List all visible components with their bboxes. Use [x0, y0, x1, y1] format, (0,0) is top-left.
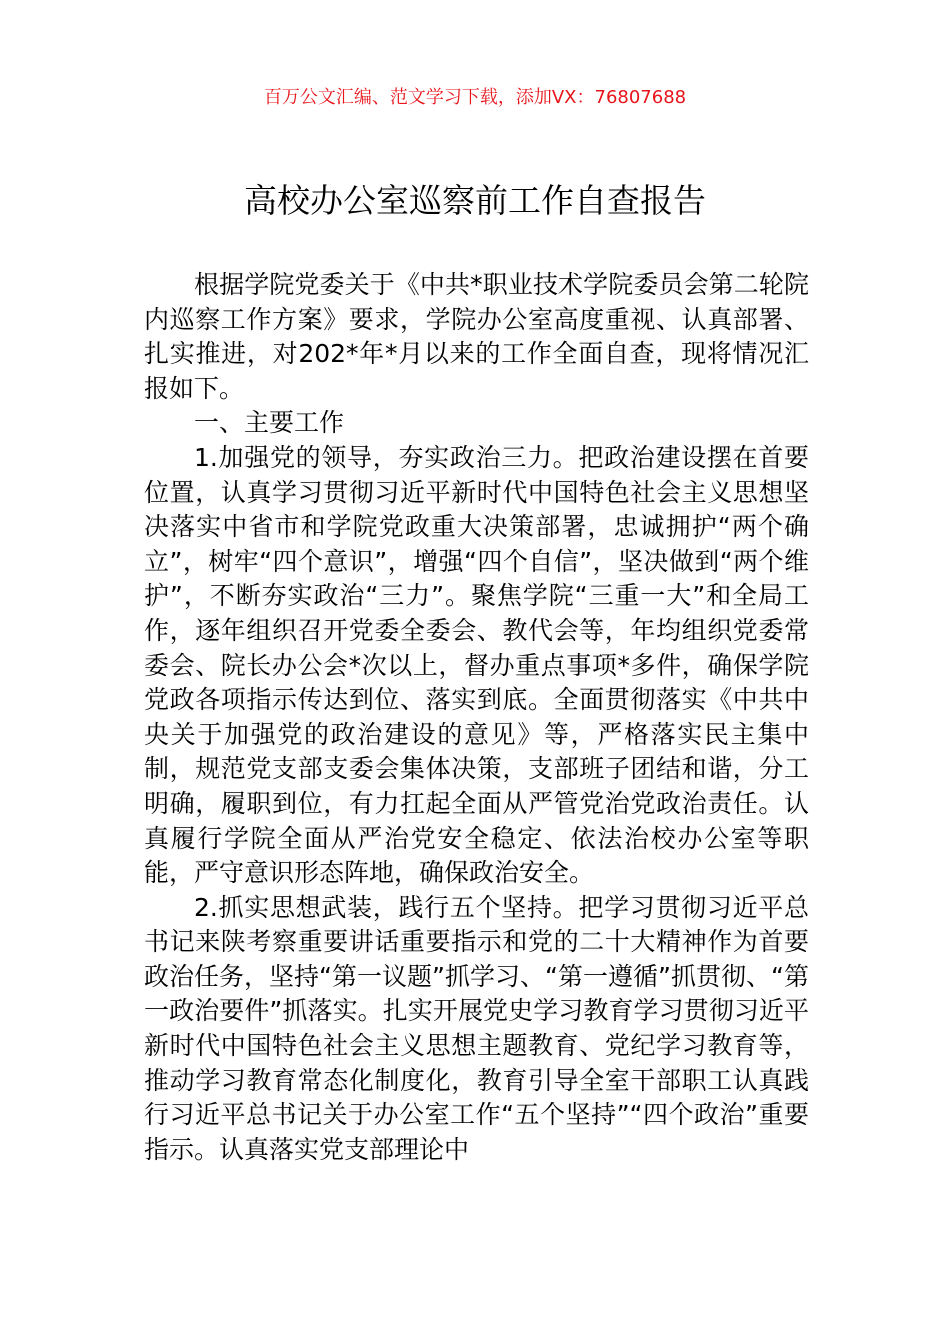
document-body [144, 268, 809, 1167]
body-paragraph-1: 1.加强党的领导，夯实政治三力。把政治建设摆在首要位置，认真学习贯彻习近平新时代中国特色社会主义思想坚决落实中省市和学院党政重大决策部署，忠诚拥护“两个确立”，树牢“四个意识”，增强“四个自信”，坚决做到“两个维护”，不断夯实政治“三力”。聚焦学院“三重一大”和全局工作，逐年组织召开党委全委会、教代会等，年均组织党委常委会、院长办公会*次以上，督办重点事项*多件，确保学院党政各项指示传达到位、落实到底。全面贯彻落实《中共中央关于加强党的政治建设的意见》等，严格落实民主集中制，规范党支部支委会集体决策，支部班子团结和谐，分工明确，履职到位，有力扛起全面从严管党治党政治责任。认真履行学院全面从严治党安全稳定、依法治校办公室等职能，严守意识形态阵地，确保政治安全。 [144, 442, 809, 888]
document-title: 高校办公室巡察前工作自查报告 [244, 181, 706, 220]
section-heading: 一、主要工作 [194, 408, 345, 438]
body-paragraph-2: 2.抓实思想武装，践行五个坚持。把学习贯彻习近平总书记来陕考察重要讲话重要指示和党的二十大精神作为首要政治任务，坚持“第一议题”抓学习、“第一遵循”抓贯彻、“第一政治要件”抓落实。扎实开展党史学习教育学习贯彻习近平新时代中国特色社会主义思想主题教育、党纪学习教育等，推动学习教育常态化制度化，教育引导全室干部职工认真践行习近平总书记关于办公室工作“五个坚持”“四个政治”重要指示。认真落实党支部理论中 [144, 892, 809, 1164]
watermark-text: 百万公文汇编、范文学习下载，添加VX：76807688 [263, 87, 687, 108]
intro-paragraph: 根据学院党委关于《中共*职业技术学院委员会第二轮院内巡察工作方案》要求，学院办公室高度重视、认真部署、扎实推进，对202*年*月以来的工作全面自查，现将情况汇报如下。 [144, 270, 809, 403]
